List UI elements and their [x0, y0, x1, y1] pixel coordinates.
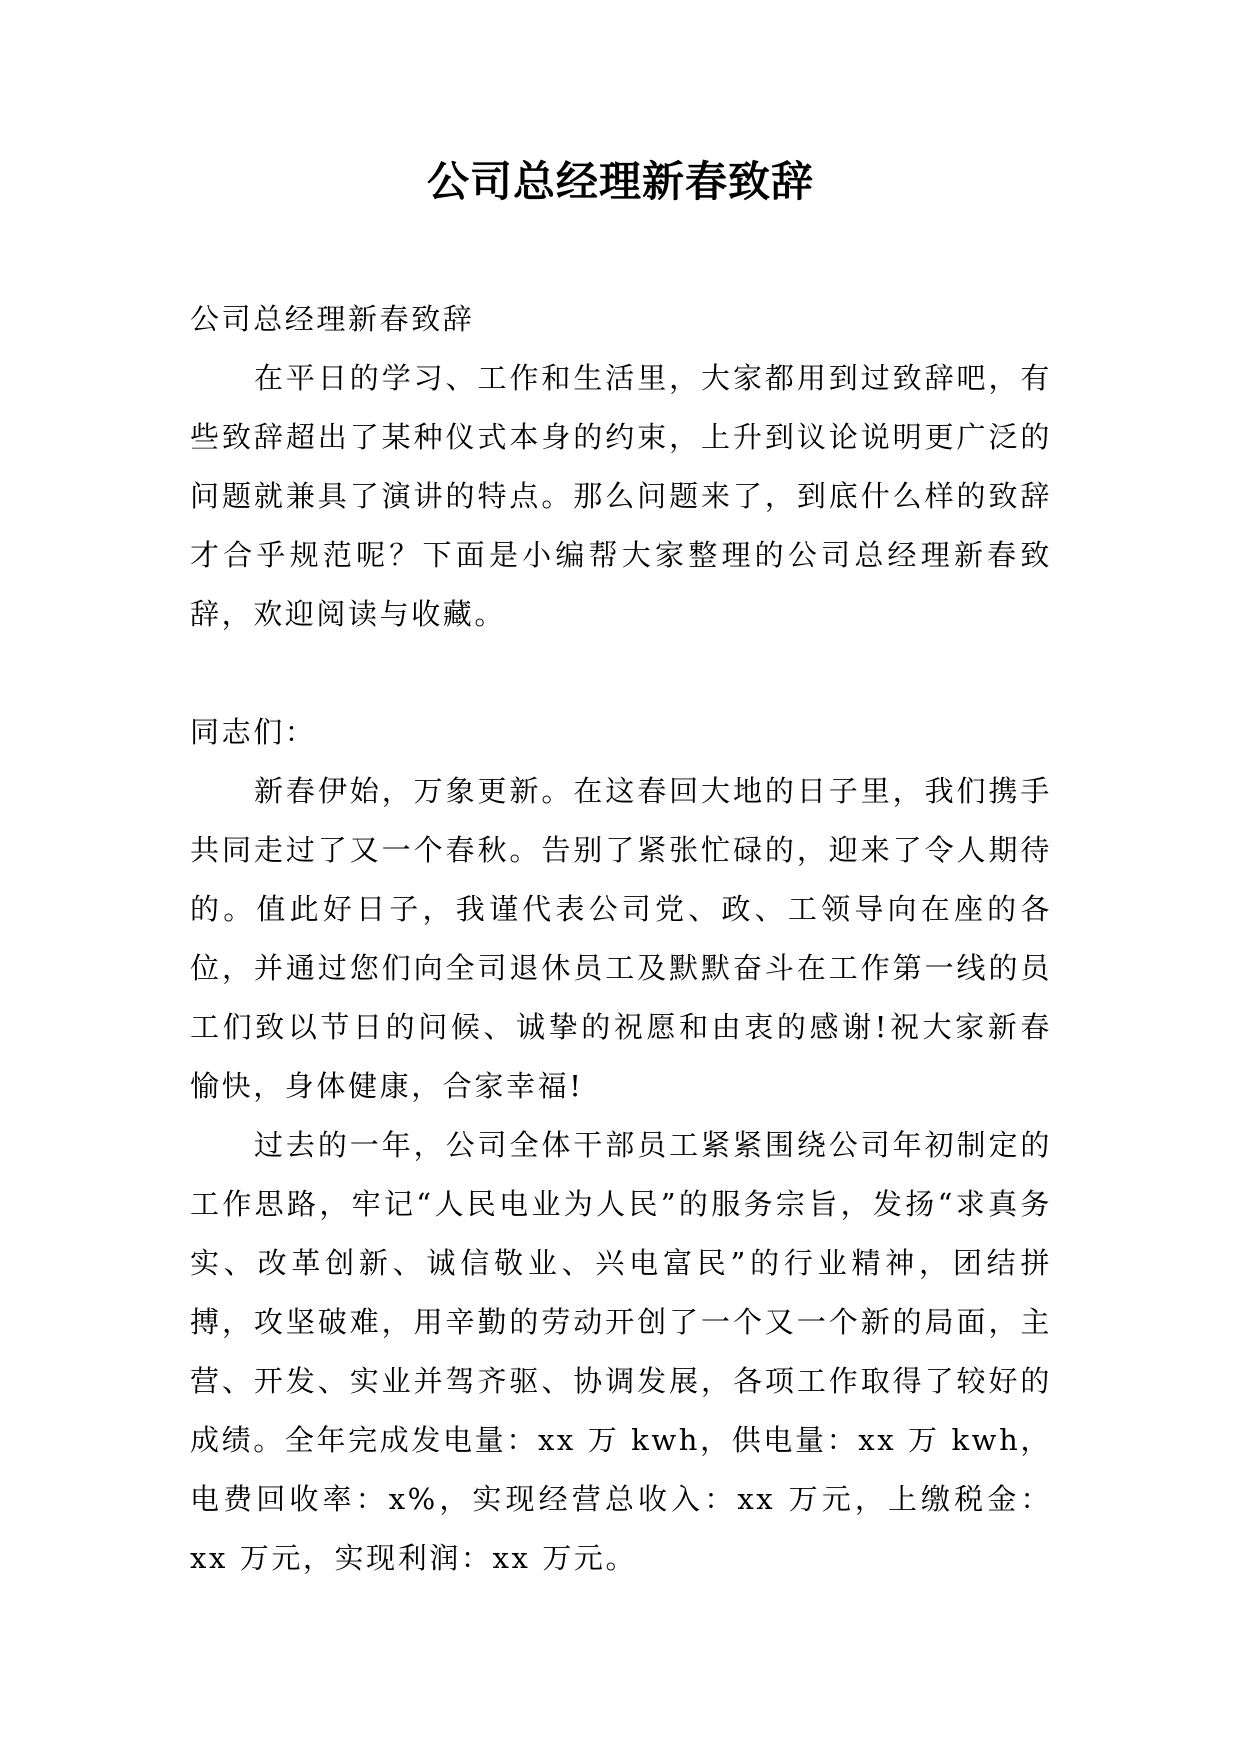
document-title: 公司总经理新春致辞: [426, 157, 814, 206]
paragraph-gap: [190, 644, 1052, 703]
intro-paragraph: 在平日的学习、工作和生活里，大家都用到过致辞吧，有些致辞超出了某种仪式本身的约束，上升到议论说明更广泛的问题就兼具了演讲的特点。那么问题来了，到底什么样的致辞才合乎规范呢？下面是小编帮大家整理的公司总经理新春致辞，欢迎阅读与收藏。: [190, 361, 1052, 631]
body-paragraph-1: 新春伊始，万象更新。在这春回大地的日子里，我们携手共同走过了又一个春秋。告别了紧张忙碌的，迎来了令人期待的。值此好日子，我谨代表公司党、政、工领导向在座的各位，并通过您们向全司退休员工及默默奋斗在工作第一线的员工们致以节日的问候、诚挚的祝愿和由衷的感谢!祝大家新春愉快，身体健康，合家幸福!: [190, 774, 1052, 1103]
salutation: 同志们：: [190, 715, 317, 749]
body-paragraph-2: 过去的一年，公司全体干部员工紧紧围绕公司年初制定的工作思路，牢记“人民电业为人民”的服务宗旨，发扬“求真务实、改革创新、诚信敬业、兴电富民”的行业精神，团结拼搏，攻坚破难，用辛勤的劳动开创了一个又一个新的局面，主营、开发、实业并驾齐驱、协调发展，各项工作取得了较好的成绩。全年完成发电量：xx 万 kwh，供电量：xx 万 kwh，电费回收率：x%，实现经营总收入：xx 万元，上缴税金：xx 万元，实现利润：xx 万元。: [190, 1128, 1052, 1575]
document-body: [190, 290, 1052, 1588]
document-subtitle: 公司总经理新春致辞: [190, 302, 475, 336]
